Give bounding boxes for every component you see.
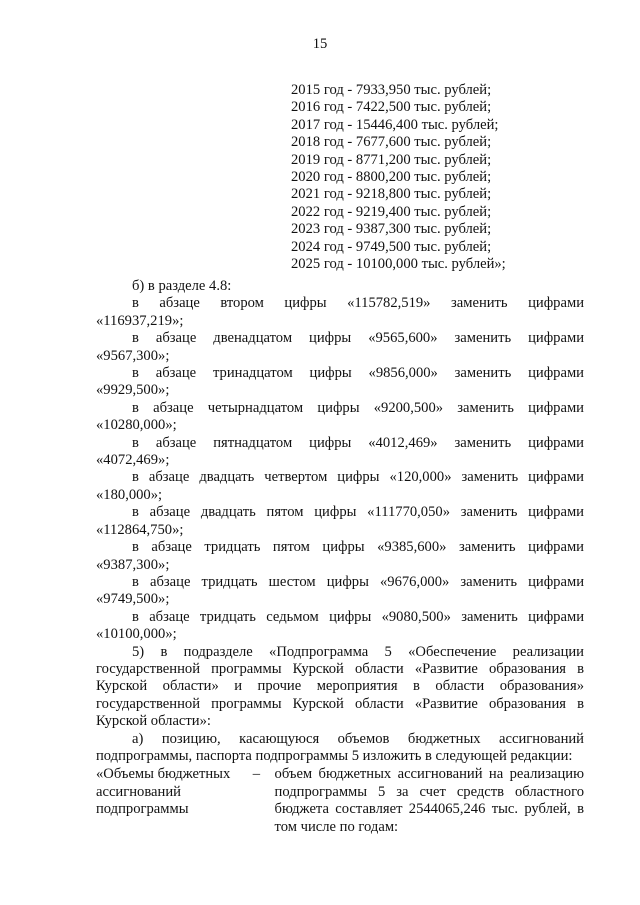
replacement-value: «9387,300»; — [96, 556, 170, 573]
replacement-value: «4072,469»; — [96, 452, 170, 469]
replacement-item — [96, 469, 584, 504]
replacement-item — [96, 365, 584, 400]
replacement-value: «10100,000»; — [96, 626, 177, 643]
replacement-line: в абзаце тридцать седьмом цифры «9080,500» заменить цифрами — [132, 608, 584, 625]
replacement-line: в абзаце четырнадцатом цифры «9200,500» заменить цифрами — [132, 399, 584, 416]
replacement-item — [96, 574, 584, 609]
year-line: 2020 год - 8800,200 тыс. рублей; — [291, 169, 492, 186]
replacement-line: в абзаце втором цифры «115782,519» заменить цифрами — [132, 295, 584, 312]
passport-table-value: объем бюджетных ассигнований на реализацию подпрограммы 5 за счет средств областного бюджета составляет 2544065,246 тыс. рублей, в том числе по годам: — [274, 766, 585, 835]
replacement-line: в абзаце двадцать пятом цифры «111770,050» заменить цифрами — [132, 504, 584, 521]
year-line: 2016 год - 7422,500 тыс. рублей; — [291, 99, 492, 116]
page-number: 15 — [312, 36, 328, 52]
replacement-item — [96, 504, 584, 539]
replacement-line: в абзаце двенадцатом цифры «9565,600» заменить цифрами — [132, 330, 584, 347]
replacement-item — [96, 539, 584, 574]
replacement-item — [96, 435, 584, 470]
replacement-value: «9929,500»; — [96, 382, 170, 399]
year-list — [291, 82, 506, 273]
replacement-item — [96, 330, 584, 365]
item-5a-paragraph: а) позицию, касающуюся объемов бюджетных ассигнований подпрограммы, паспорта подпрограммы 5 изложить в следующей редакции: — [96, 730, 584, 764]
year-line: 2018 год - 7677,600 тыс. рублей; — [291, 134, 492, 151]
section-b-heading: б) в разделе 4.8: — [132, 278, 232, 294]
document-body — [96, 278, 584, 836]
replacement-line: в абзаце пятнадцатом цифры «4012,469» заменить цифрами — [132, 434, 584, 451]
year-line: 2021 год - 9218,800 тыс. рублей; — [291, 186, 492, 203]
replacement-value: «112864,750»; — [96, 521, 184, 538]
replacement-value: «10280,000»; — [96, 417, 177, 434]
replacement-item — [96, 609, 584, 644]
replacement-line: в абзаце тридцать шестом цифры «9676,000» заменить цифрами — [132, 573, 584, 590]
year-line: 2022 год - 9219,400 тыс. рублей; — [291, 203, 492, 220]
year-line: 2024 год - 9749,500 тыс. рублей; — [291, 238, 492, 255]
year-line: 2023 год - 9387,300 тыс. рублей; — [291, 221, 492, 238]
year-line: 2017 год - 15446,400 тыс. рублей; — [291, 116, 499, 133]
replacement-item — [96, 295, 584, 330]
replacement-item — [96, 400, 584, 435]
passport-table — [96, 766, 584, 836]
passport-table-label: «Объемы бюджетных ассигнований подпрограммы — [96, 766, 231, 818]
replacement-line: в абзаце тринадцатом цифры «9856,000» заменить цифрами — [132, 365, 584, 382]
item-5-paragraph: 5) в подразделе «Подпрограмма 5 «Обеспечение реализации государственной программы Курской области «Развитие образования в Курской области» и прочие мероприятия в области образования» государственной программы Курской области «Развитие образования в Курской области»: — [96, 643, 584, 730]
replacement-value: «9567,300»; — [96, 347, 170, 364]
replacement-value: «180,000»; — [96, 486, 163, 503]
replacement-line: в абзаце двадцать четвертом цифры «120,000» заменить цифрами — [132, 469, 584, 486]
year-line: 2019 год - 8771,200 тыс. рублей; — [291, 151, 492, 168]
replacement-value: «9749,500»; — [96, 591, 170, 608]
replacement-value: «116937,219»; — [96, 312, 184, 329]
year-line: 2025 год - 10100,000 тыс. рублей»; — [291, 256, 506, 273]
passport-table-dash: – — [252, 766, 261, 783]
year-line: 2015 год - 7933,950 тыс. рублей; — [291, 82, 492, 98]
replacement-line: в абзаце тридцать пятом цифры «9385,600» заменить цифрами — [132, 539, 584, 556]
